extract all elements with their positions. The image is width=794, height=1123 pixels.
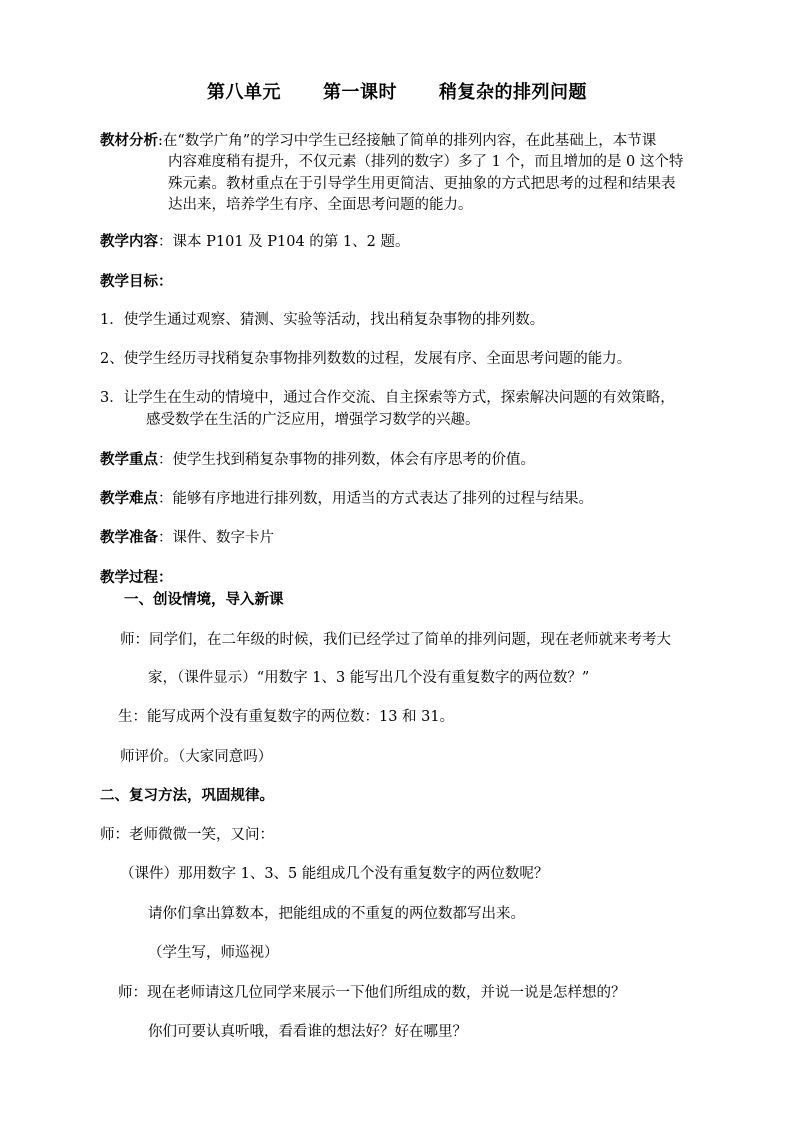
page-title (0, 78, 794, 104)
s2-instruction: 请你们拿出算数本，把能组成的不重复的两位数都写出来。 (148, 906, 525, 922)
process-heading (100, 566, 173, 590)
s2-question: （课件）那用数字 1、3、5 能组成几个没有重复数字的两位数呢？ (120, 866, 549, 882)
goal-item-1: 1．使学生通过观察、猜测、实验等活动，找出稍复杂事物的排列数。 (100, 312, 545, 328)
title-lesson: 第一课时 (323, 82, 397, 103)
process-colon: ： (158, 570, 173, 586)
analysis-label: 教材分析 (100, 133, 158, 149)
s1-teacher-line-2: 家，（课件显示）“用数字 1、3 能写出几个没有重复数字的两位数？” (148, 670, 590, 686)
title-unit: 第八单元 (207, 82, 281, 103)
s1-teacher-line-1: 师：同学们，在二年级的时候，我们已经学过了简单的排列问题，现在老师就来考考大 (120, 632, 671, 648)
s2-teacher: 师：老师微微一笑，又问： (100, 827, 274, 843)
preparation-text: ：课件、数字卡片 (158, 530, 274, 546)
title-topic: 稍复杂的排列问题 (439, 82, 587, 103)
difficulty-text: ：能够有序地进行排列数，用适当的方式表达了排列的过程与结果。 (158, 491, 593, 507)
analysis-text-1: :在“数学广角”的学习中学生已经接触了简单的排列内容，在此基础上，本节课 (158, 133, 657, 149)
key-point-text: ：使学生找到稍复杂事物的排列数，体会有序思考的价值。 (158, 452, 535, 468)
content-label: 教学内容 (100, 234, 158, 250)
content-line (100, 230, 409, 254)
analysis-line-2: 内容难度稍有提升，不仅元素（排列的数字）多了 1 个，而且增加的是 0 这个特 (168, 154, 684, 170)
s1-student-answer: 生：能写成两个没有重复数字的两位数：13 和 31。 (118, 709, 455, 725)
key-point-line (100, 448, 535, 472)
preparation-label: 教学准备 (100, 530, 158, 546)
s1-teacher-eval: 师评价。（大家同意吗） (120, 749, 273, 765)
goals-label: 教学目标 (100, 274, 158, 290)
goal-item-2: 2、使学生经历寻找稍复杂事物排列数数的过程，发展有序、全面思考问题的能力。 (100, 351, 632, 367)
difficulty-line (100, 487, 593, 511)
goal-item-3: 3．让学生在生动的情境中，通过合作交流、自主探索等方式，探索解决问题的有效策略， (100, 390, 675, 406)
difficulty-label: 教学难点 (100, 491, 158, 507)
content-text: ：课本 P101 及 P104 的第 1、2 题。 (158, 234, 410, 250)
key-point-label: 教学重点 (100, 452, 158, 468)
section-1-heading: 一、创设情境，导入新课 (124, 592, 284, 608)
analysis-line-4: 达出来，培养学生有序、全面思考问题的能力。 (168, 197, 473, 213)
goals-colon: ： (158, 274, 173, 290)
analysis-line-3: 殊元素。教材重点在于引导学生用更简洁、更抽象的方式把思考的过程和结果表 (168, 176, 676, 192)
goals-heading (100, 270, 173, 294)
s2-listen: 你们可要认真听哦，看看谁的想法好？好在哪里？ (148, 1024, 467, 1040)
section-2-heading: 二、复习方法，巩固规律。 (100, 788, 274, 804)
process-label: 教学过程 (100, 570, 158, 586)
preparation-line (100, 526, 274, 550)
s2-teacher-2: 师：现在老师请这几位同学来展示一下他们所组成的数，并说一说是怎样想的？ (118, 985, 626, 1001)
s2-activity: （学生写，师巡视） (148, 945, 279, 961)
goal-item-3-cont: 感受数学在生活的广泛应用，增强学习数学的兴趣。 (146, 412, 480, 428)
